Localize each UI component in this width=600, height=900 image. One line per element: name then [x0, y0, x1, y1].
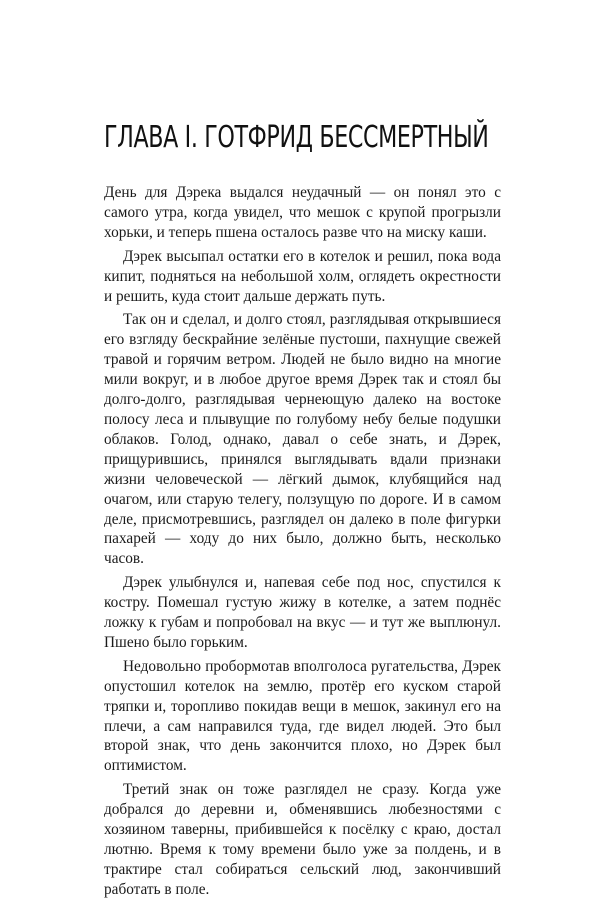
paragraph: Дэрек высыпал остатки его в котелок и решил, пока вода кипит, подняться на небольшой холм, оглядеть окрестности и решить, куда стоит дальше держать путь. [104, 247, 501, 305]
paragraph: Недовольно пробормотав вполголоса ругательства, Дэрек опустошил котелок на землю, протёр его куском старой тряпки и, торопливо покидав вещи в мешок, закинул его на плечи, а сам направился туда, где видел людей. Это был второй знак, что день закончится плохо, но Дэрек был оптимистом. [104, 657, 501, 775]
chapter-title: ГЛАВА I. ГОТФРИД БЕССМЕРТНЫЙ [104, 120, 489, 155]
paragraph: Дэрек улыбнулся и, напевая себе под нос, спустился к костру. Помешал густую жижу в котелке, а затем поднёс ложку к губам и попробовал на вкус — и тут же выплюнул. Пшено было горьким. [104, 574, 501, 651]
chapter-body [104, 183, 501, 900]
paragraph: Третий знак он тоже разглядел не сразу. Когда уже добрался до деревни и, обменявшись любезностями с хозяином таверны, прибившейся к посёлку с краю, достал лютню. Время к тому времени было уже за полдень, и в трактире стал собираться сельский люд, закончивший работать в поле. [104, 781, 501, 898]
paragraph: День для Дэрека выдался неудачный — он понял это с самого утра, когда увидел, что мешок с крупой прогрызли хорьки, и теперь пшена осталось разве что на миску каши. [104, 184, 501, 241]
paragraph: Так он и сделал, и долго стоял, разглядывая открывшиеся его взгляду бескрайние зелёные пустоши, пахнущие свежей травой и горячим ветром. Людей не было видно на многие мили вокруг, и в любое другое время Дэрек так и стоял бы долго-долго, разглядывая чернеющую далеко на востоке полосу леса и плывущие по голубому небу белые подушки облаков. Голод, однако, давал о себе знать, и Дэрек, прищурившись, принялся выглядывать вдали признаки жизни человеческой — лёгкий дымок, клубящийся над очагом, или старую телегу, ползущую по дороге. И в самом деле, присмотревшись, разглядел он далеко в поле фигурки пахарей — ходу до них было, должно быть, несколько часов. [104, 311, 501, 568]
